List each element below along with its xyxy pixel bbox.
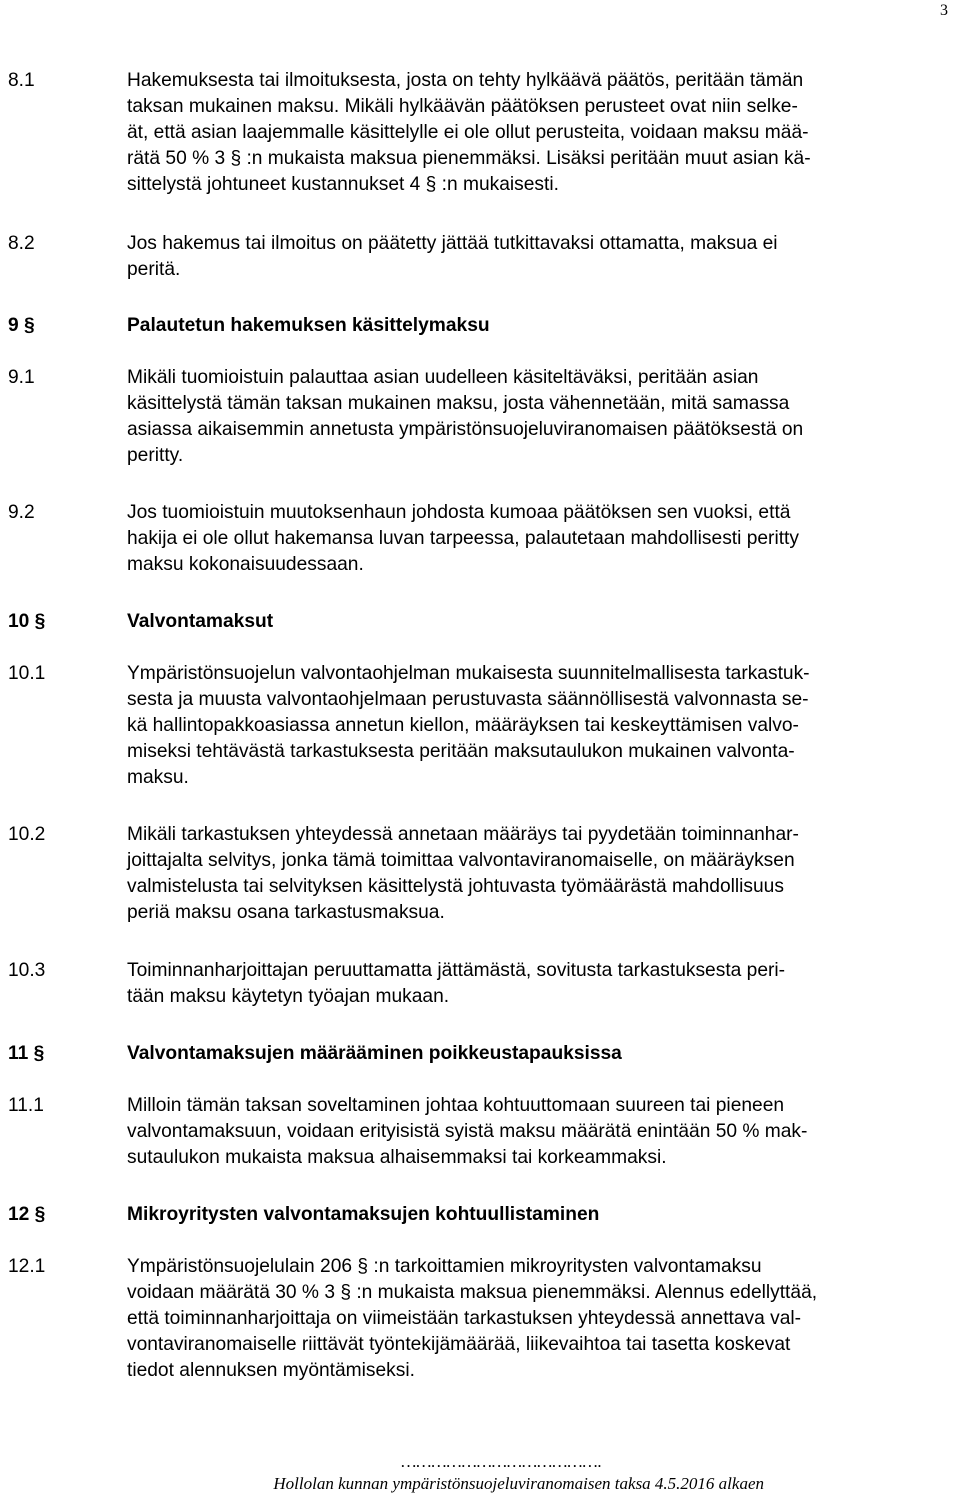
paragraph-number: 9.1 xyxy=(8,367,35,388)
section-title: Valvontamaksujen määrääminen poikkeustapauksissa xyxy=(127,1043,622,1064)
paragraph-9-1 xyxy=(8,365,953,469)
paragraph-number: 8.1 xyxy=(8,70,35,91)
paragraph-text: Jos hakemus tai ilmoitus on päätetty jättää tutkittavaksi ottamatta, maksua ei peritä. xyxy=(127,233,778,280)
paragraph-text: Jos tuomioistuin muutoksenhaun johdosta kumoaa päätöksen sen vuoksi, että hakija ei ole ollut hakemansa luvan tarpeessa, palautetaan mahdollisesti peritty maksu kokonaisuudessaan. xyxy=(127,502,799,575)
paragraph-text: Mikäli tuomioistuin palauttaa asian uudelleen käsiteltäväksi, peritään asian käsittelystä tämän taksan mukainen maksu, josta vähennetään, mitä samassa asiassa aikaisemmin annetusta ympäristönsuojeluviranomaisen päätöksestä on peritty. xyxy=(127,367,804,466)
paragraph-text: Toiminnanharjoittajan peruuttamatta jättämästä, sovitusta tarkastuksesta peri- tään maksu käytetyn työajan mukaan. xyxy=(127,960,786,1007)
paragraph-8-2 xyxy=(8,231,953,283)
section-title: Mikroyritysten valvontamaksujen kohtuullistaminen xyxy=(127,1204,600,1225)
paragraph-text: Mikäli tarkastuksen yhteydessä annetaan määräys tai pyydetään toiminnanhar- joittajalta selvitys, jonka tämä toimittaa valvontaviranomaiselle, on määräyksen valmistelusta tai selvityksen käsittelystä johtuvasta työmäärästä mahdollisuus periä maksu osana tarkastusmaksua. xyxy=(127,824,799,923)
paragraph-text: Hakemuksesta tai ilmoituksesta, josta on tehty hylkäävä päätös, peritään tämän taksan mukainen maksu. Mikäli hylkäävän päätöksen perusteet ovat niin selke- ät, että asian laajemmalle käsittelylle ei ole ollut perusteita, voidaan maksu mää- rätä 50 % 3 § :n mukaista maksua pienemmäksi. Lisäksi peritään muut asian kä- sittelystä johtuneet kustannukset 4 § :n mukaisesti. xyxy=(127,70,811,195)
section-heading-9 xyxy=(8,313,953,339)
section-title: Palautetun hakemuksen käsittelymaksu xyxy=(127,315,490,336)
section-number: 11 § xyxy=(8,1043,45,1064)
section-heading-11 xyxy=(8,1041,953,1067)
section-number: 9 § xyxy=(8,315,35,336)
paragraph-text: Ympäristönsuojelulain 206 § :n tarkoittamien mikroyritysten valvontamaksu voidaan määrätä 30 % 3 § :n mukaista maksua pienemmäksi. Alennus edellyttää, että toiminnanharjoittaja on viimeistään tarkastuksen yhteydessä annettava val- vontaviranomaiselle riittävät työntekijämäärää, liikevaihtoa tai tasetta koskevat tiedot alennuksen myöntämiseksi. xyxy=(127,1256,818,1381)
paragraph-11-1 xyxy=(8,1093,953,1171)
footer-title: Hollolan kunnan ympäristönsuojeluviranomaisen taksa 4.5.2016 alkaen xyxy=(273,1474,764,1493)
paragraph-10-2 xyxy=(8,822,953,926)
section-title: Valvontamaksut xyxy=(127,611,274,632)
paragraph-10-1 xyxy=(8,661,953,791)
paragraph-number: 10.1 xyxy=(8,663,46,684)
paragraph-number: 8.2 xyxy=(8,233,35,254)
section-heading-10 xyxy=(8,609,953,635)
paragraph-10-3 xyxy=(8,958,953,1010)
section-number: 12 § xyxy=(8,1204,46,1225)
section-number: 10 § xyxy=(8,611,46,632)
paragraph-number: 9.2 xyxy=(8,502,35,523)
section-heading-12 xyxy=(8,1202,953,1228)
paragraph-number: 11.1 xyxy=(8,1095,44,1116)
footer-dots: …………………………………. xyxy=(401,1452,602,1471)
page-number: 3 xyxy=(940,2,948,19)
paragraph-number: 12.1 xyxy=(8,1256,46,1277)
paragraph-text: Milloin tämän taksan soveltaminen johtaa kohtuuttomaan suureen tai pieneen valvontamaksuun, voidaan erityisistä syistä maksu määrätä enintään 50 % mak- sutaulukon mukaista maksua alhaisemmaksi tai korkeammaksi. xyxy=(127,1095,808,1168)
paragraph-12-1 xyxy=(8,1254,953,1384)
paragraph-text: Ympäristönsuojelun valvontaohjelman mukaisesta suunnitelmallisesta tarkastuk- sesta ja muusta valvontaohjelmaan perustuvasta säännöllisestä valvonnasta se- kä hallintopakkoasiassa annetun kiellon, määräyksen tai keskeyttämisen valvo- miseksi tehtävästä tarkastuksesta peritään maksutaulukon mukainen valvonta- maksu. xyxy=(127,663,810,788)
paragraph-8-1 xyxy=(8,68,953,198)
document-body xyxy=(8,68,953,1384)
paragraph-9-2 xyxy=(8,500,953,578)
paragraph-number: 10.2 xyxy=(8,824,46,845)
paragraph-number: 10.3 xyxy=(8,960,46,981)
